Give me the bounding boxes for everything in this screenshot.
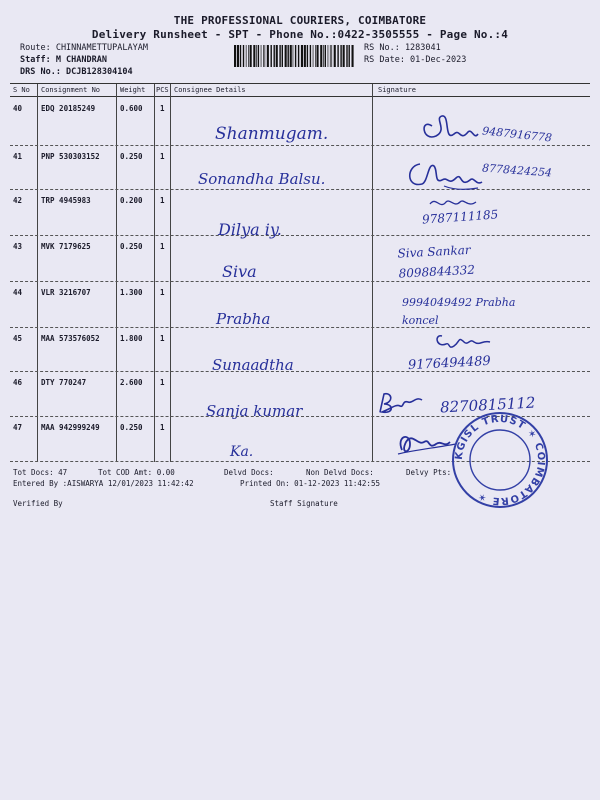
signature-scribble	[432, 330, 492, 352]
row-weight: 0.200	[120, 196, 143, 205]
row-weight: 2.600	[120, 378, 143, 387]
column-divider	[170, 84, 171, 462]
row-sno: 41	[13, 152, 23, 161]
header-pcs: PCS	[156, 86, 169, 94]
row-sno: 40	[13, 104, 23, 113]
row-consignment: MAA 573576052	[41, 334, 100, 343]
row-consignment: PNP 530303152	[41, 152, 100, 161]
row-separator	[10, 145, 590, 146]
row-consignment: MAA 942999249	[41, 423, 100, 432]
consignee-handwriting: Siva	[222, 262, 257, 281]
row-weight: 0.250	[120, 242, 143, 251]
signature-scribble	[420, 112, 480, 148]
row-consignment: MVK 7179625	[41, 242, 91, 251]
consignee-handwriting: Ka.	[230, 444, 254, 460]
row-consignment: EDQ 20185249	[41, 104, 96, 113]
row-sno: 47	[13, 423, 23, 432]
row-sno: 46	[13, 378, 23, 387]
row-weight: 0.250	[120, 152, 143, 161]
header-consignment: Consignment No	[41, 86, 101, 94]
row-separator	[10, 189, 590, 190]
row-pcs: 1	[160, 378, 165, 387]
row-weight: 1.800	[120, 334, 143, 343]
signature-phone-handwriting: 8270815112	[439, 393, 536, 417]
row-sno: 42	[13, 196, 23, 205]
table-header-rule	[10, 96, 590, 97]
header-sno: S No	[13, 86, 30, 94]
signature-phone-name-handwriting: 9994049492 Prabha koncel	[402, 296, 516, 327]
header-consignee: Consignee Details	[174, 86, 246, 94]
row-sno: 45	[13, 334, 23, 343]
signature-phone-handwriting: 8778424254	[481, 161, 553, 180]
signature-scribble	[404, 156, 484, 192]
signature-phone-handwriting: 9487916778	[481, 124, 553, 145]
drs-number: DRS No.: DCJB128304104	[20, 67, 133, 77]
consignee-handwriting: Sunaadtha	[212, 356, 294, 374]
row-weight: 1.300	[120, 288, 143, 297]
row-separator	[10, 281, 590, 282]
row-separator	[10, 371, 590, 372]
row-pcs: 1	[160, 196, 165, 205]
column-divider	[37, 84, 38, 462]
consignee-handwriting: Dilya iy.	[218, 220, 282, 239]
row-sno: 44	[13, 288, 23, 297]
consignee-handwriting: Prabha	[216, 310, 271, 328]
staff-label: Staff: M CHANDRAN	[20, 55, 107, 65]
row-pcs: 1	[160, 152, 165, 161]
row-pcs: 1	[160, 104, 165, 113]
consignee-handwriting: Shanmugam.	[215, 124, 329, 144]
runsheet-subtitle: Delivery Runsheet - SPT - Phone No.:0422-3505555 - Page No.:4	[91, 28, 509, 41]
row-consignment: VLR 3216707	[41, 288, 91, 297]
route-label: Route: CHINNAMETTUPALAYAM	[20, 43, 148, 53]
staff-signature-label: Staff Signature	[270, 499, 338, 508]
entered-by: Entered By :AISWARYA 12/01/2023 11:42:42	[13, 479, 194, 488]
table-top-rule	[10, 83, 590, 84]
row-separator	[10, 327, 590, 328]
kgisl-trust-stamp	[450, 410, 550, 510]
signature-phone-handwriting: 9787111185	[421, 207, 499, 227]
svg-text:KGISL TRUST ✶ COIMBATORE ✶: KGISL TRUST ✶ COIMBATORE ✶	[453, 413, 547, 507]
total-docs: Tot Docs: 47	[13, 468, 68, 477]
row-pcs: 1	[160, 334, 165, 343]
rs-number: RS No.: 1283041	[364, 43, 441, 53]
rs-date: RS Date: 01-Dec-2023	[364, 55, 467, 65]
header-weight: Weight	[120, 86, 146, 94]
verified-by-label: Verified By	[13, 499, 63, 508]
signature-name-phone-handwriting: Siva Sankar 8098844332	[397, 242, 476, 281]
header-signature: Signature	[378, 86, 416, 94]
signature-phone-handwriting: 9176494489	[407, 353, 492, 374]
barcode-image	[234, 45, 354, 67]
row-sno: 43	[13, 242, 23, 251]
total-cod-amount: Tot COD Amt: 0.00	[98, 468, 175, 477]
row-consignment: DTY 770247	[41, 378, 87, 387]
row-pcs: 1	[160, 423, 165, 432]
row-consignment: TRP 4945983	[41, 196, 91, 205]
row-weight: 0.250	[120, 423, 143, 432]
row-weight: 0.600	[120, 104, 143, 113]
printed-on: Printed On: 01-12-2023 11:42:55	[240, 479, 380, 488]
signature-scribble	[394, 426, 458, 460]
consignee-handwriting: Sonandha Balsu.	[198, 170, 326, 188]
row-pcs: 1	[160, 288, 165, 297]
column-divider	[154, 84, 155, 462]
row-pcs: 1	[160, 242, 165, 251]
company-title: THE PROFESSIONAL COURIERS, COIMBATORE	[173, 14, 427, 27]
signature-scribble	[372, 390, 440, 420]
column-divider	[116, 84, 117, 462]
non-delivered-docs: Non Delvd Docs:	[306, 468, 374, 477]
signature-scribble	[428, 192, 478, 212]
row-separator	[10, 235, 590, 236]
delivered-docs: Delvd Docs:	[224, 468, 274, 477]
consignee-handwriting: Sanja kumar	[206, 402, 303, 420]
delivery-points: Delvy Pts:	[406, 468, 452, 477]
